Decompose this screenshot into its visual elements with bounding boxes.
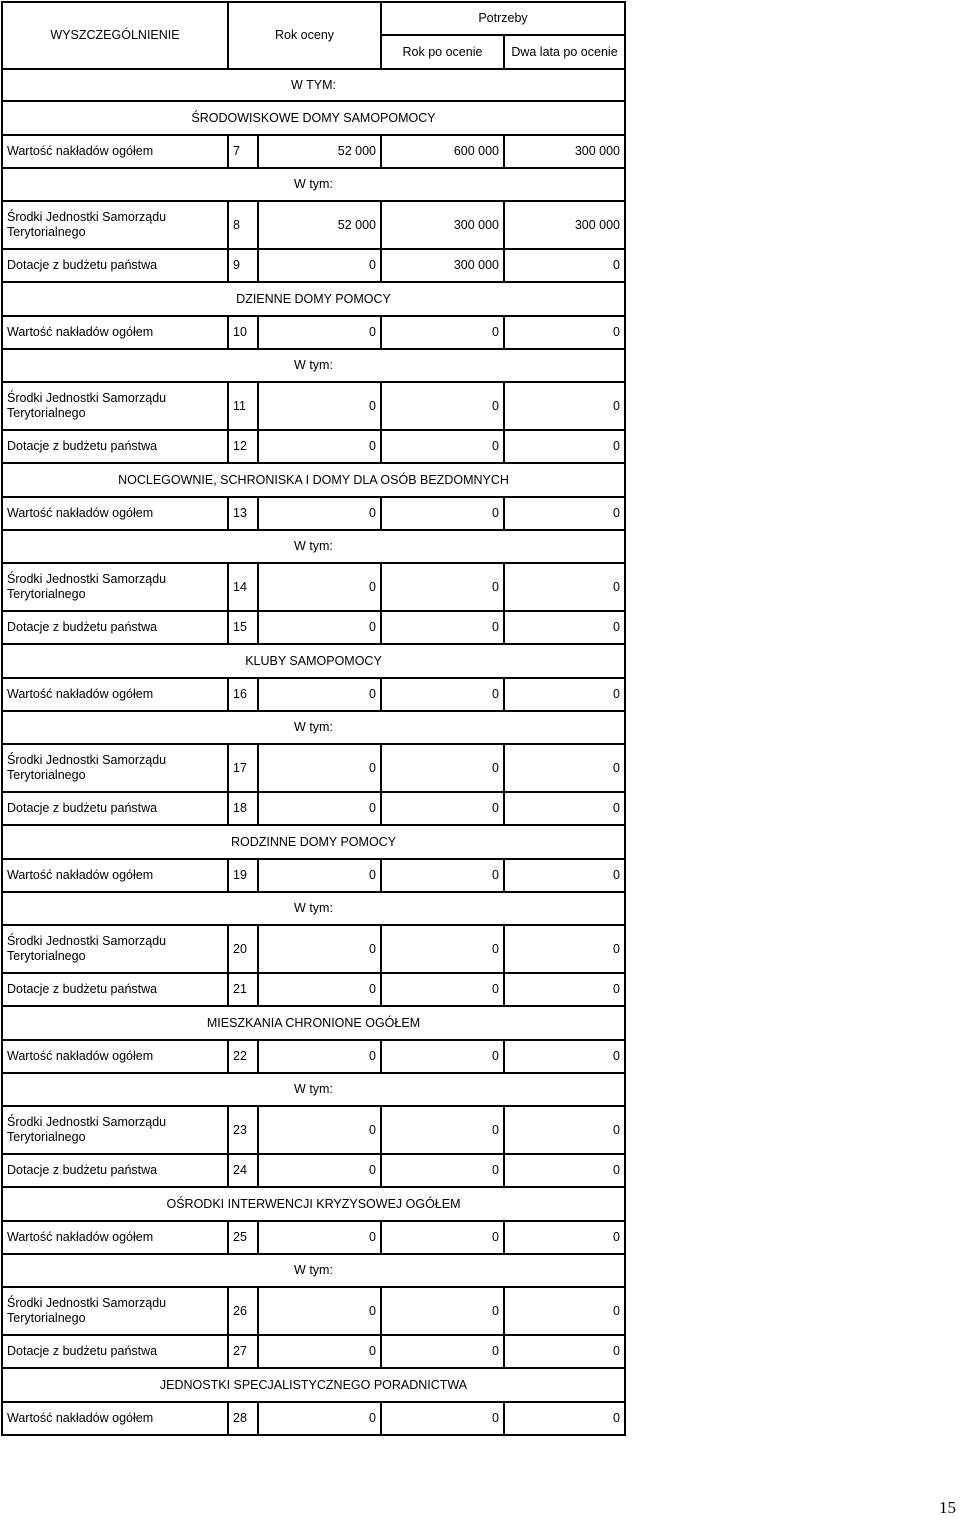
section-title: ŚRODOWISKOWE DOMY SAMOPOMOCY bbox=[2, 101, 625, 135]
value-two-years-after: 0 bbox=[504, 430, 625, 463]
value-year-after: 0 bbox=[381, 1335, 504, 1368]
row-number: 14 bbox=[228, 563, 258, 611]
value-assessment-year: 0 bbox=[258, 497, 381, 530]
value-assessment-year: 0 bbox=[258, 382, 381, 430]
value-assessment-year: 0 bbox=[258, 563, 381, 611]
row-number: 10 bbox=[228, 316, 258, 349]
section-title: RODZINNE DOMY POMOCY bbox=[2, 825, 625, 859]
row-label: Środki Jednostki Samorządu Terytorialnego bbox=[2, 382, 228, 430]
row-number: 15 bbox=[228, 611, 258, 644]
value-assessment-year: 0 bbox=[258, 1335, 381, 1368]
value-year-after: 300 000 bbox=[381, 249, 504, 282]
row-label: Wartość nakładów ogółem bbox=[2, 859, 228, 892]
row-label: Wartość nakładów ogółem bbox=[2, 135, 228, 168]
value-two-years-after: 0 bbox=[504, 1402, 625, 1435]
value-year-after: 0 bbox=[381, 973, 504, 1006]
value-assessment-year: 52 000 bbox=[258, 201, 381, 249]
value-year-after: 0 bbox=[381, 859, 504, 892]
row-number: 19 bbox=[228, 859, 258, 892]
value-two-years-after: 0 bbox=[504, 316, 625, 349]
table-row bbox=[2, 1040, 625, 1073]
row-number: 20 bbox=[228, 925, 258, 973]
w-tym-subheader: W tym: bbox=[2, 892, 625, 925]
value-two-years-after: 300 000 bbox=[504, 201, 625, 249]
column-header-assessment-year: Rok oceny bbox=[228, 2, 381, 69]
table-row bbox=[2, 168, 625, 201]
row-number: 11 bbox=[228, 382, 258, 430]
w-tym-subheader: W tym: bbox=[2, 711, 625, 744]
value-year-after: 0 bbox=[381, 563, 504, 611]
table-body bbox=[2, 69, 625, 1435]
row-number: 22 bbox=[228, 1040, 258, 1073]
value-two-years-after: 0 bbox=[504, 792, 625, 825]
value-assessment-year: 0 bbox=[258, 792, 381, 825]
section-title: OŚRODKI INTERWENCJI KRYZYSOWEJ OGÓŁEM bbox=[2, 1187, 625, 1221]
table-row bbox=[2, 316, 625, 349]
value-assessment-year: 0 bbox=[258, 744, 381, 792]
value-two-years-after: 0 bbox=[504, 563, 625, 611]
row-number: 27 bbox=[228, 1335, 258, 1368]
table-row bbox=[2, 382, 625, 430]
value-year-after: 0 bbox=[381, 1154, 504, 1187]
row-label: Dotacje z budżetu państwa bbox=[2, 973, 228, 1006]
value-two-years-after: 0 bbox=[504, 744, 625, 792]
value-two-years-after: 0 bbox=[504, 1287, 625, 1335]
value-year-after: 0 bbox=[381, 1040, 504, 1073]
table-row bbox=[2, 1287, 625, 1335]
w-tym-main-row: W TYM: bbox=[2, 69, 625, 101]
value-assessment-year: 0 bbox=[258, 678, 381, 711]
row-label: Środki Jednostki Samorządu Terytorialnego bbox=[2, 925, 228, 973]
page-number: 15 bbox=[939, 1498, 956, 1517]
table-row bbox=[2, 530, 625, 563]
value-two-years-after: 0 bbox=[504, 382, 625, 430]
row-label: Środki Jednostki Samorządu Terytorialnego bbox=[2, 201, 228, 249]
value-assessment-year: 52 000 bbox=[258, 135, 381, 168]
row-number: 8 bbox=[228, 201, 258, 249]
row-label: Wartość nakładów ogółem bbox=[2, 678, 228, 711]
value-two-years-after: 0 bbox=[504, 611, 625, 644]
value-year-after: 0 bbox=[381, 1106, 504, 1154]
value-year-after: 0 bbox=[381, 678, 504, 711]
table-row bbox=[2, 1402, 625, 1435]
table-row bbox=[2, 349, 625, 382]
value-assessment-year: 0 bbox=[258, 1221, 381, 1254]
value-year-after: 0 bbox=[381, 1221, 504, 1254]
column-header-year-after: Rok po ocenie bbox=[381, 35, 504, 69]
value-year-after: 0 bbox=[381, 382, 504, 430]
section-title: DZIENNE DOMY POMOCY bbox=[2, 282, 625, 316]
row-label: Środki Jednostki Samorządu Terytorialnego bbox=[2, 1287, 228, 1335]
section-title: KLUBY SAMOPOMOCY bbox=[2, 644, 625, 678]
table-row bbox=[2, 1335, 625, 1368]
row-number: 23 bbox=[228, 1106, 258, 1154]
row-label: Wartość nakładów ogółem bbox=[2, 1040, 228, 1073]
table-row bbox=[2, 892, 625, 925]
value-assessment-year: 0 bbox=[258, 249, 381, 282]
table-row bbox=[2, 249, 625, 282]
table-row bbox=[2, 1073, 625, 1106]
row-number: 25 bbox=[228, 1221, 258, 1254]
row-number: 16 bbox=[228, 678, 258, 711]
table-row bbox=[2, 201, 625, 249]
value-assessment-year: 0 bbox=[258, 1287, 381, 1335]
table-row bbox=[2, 1154, 625, 1187]
row-label: Wartość nakładów ogółem bbox=[2, 1402, 228, 1435]
value-two-years-after: 0 bbox=[504, 925, 625, 973]
value-two-years-after: 0 bbox=[504, 1221, 625, 1254]
row-number: 28 bbox=[228, 1402, 258, 1435]
column-header-description: WYSZCZEGÓLNIENIE bbox=[2, 2, 228, 69]
value-year-after: 0 bbox=[381, 497, 504, 530]
table-row bbox=[2, 711, 625, 744]
column-header-needs: Potrzeby bbox=[381, 2, 625, 35]
w-tym-subheader: W tym: bbox=[2, 349, 625, 382]
value-year-after: 0 bbox=[381, 792, 504, 825]
row-label: Dotacje z budżetu państwa bbox=[2, 430, 228, 463]
value-two-years-after: 0 bbox=[504, 1335, 625, 1368]
table-row bbox=[2, 135, 625, 168]
section-title: MIESZKANIA CHRONIONE OGÓŁEM bbox=[2, 1006, 625, 1040]
row-number: 21 bbox=[228, 973, 258, 1006]
table-row bbox=[2, 1254, 625, 1287]
table-row bbox=[2, 1106, 625, 1154]
value-year-after: 300 000 bbox=[381, 201, 504, 249]
value-year-after: 600 000 bbox=[381, 135, 504, 168]
value-year-after: 0 bbox=[381, 611, 504, 644]
row-number: 26 bbox=[228, 1287, 258, 1335]
value-two-years-after: 0 bbox=[504, 1040, 625, 1073]
row-number: 17 bbox=[228, 744, 258, 792]
row-label: Dotacje z budżetu państwa bbox=[2, 611, 228, 644]
table-row bbox=[2, 563, 625, 611]
row-label: Dotacje z budżetu państwa bbox=[2, 1335, 228, 1368]
table-row bbox=[2, 792, 625, 825]
table-row bbox=[2, 430, 625, 463]
value-assessment-year: 0 bbox=[258, 973, 381, 1006]
value-year-after: 0 bbox=[381, 925, 504, 973]
value-year-after: 0 bbox=[381, 744, 504, 792]
value-assessment-year: 0 bbox=[258, 316, 381, 349]
row-label: Środki Jednostki Samorządu Terytorialnego bbox=[2, 1106, 228, 1154]
value-two-years-after: 300 000 bbox=[504, 135, 625, 168]
value-two-years-after: 0 bbox=[504, 1106, 625, 1154]
value-two-years-after: 0 bbox=[504, 1154, 625, 1187]
row-number: 12 bbox=[228, 430, 258, 463]
row-label: Dotacje z budżetu państwa bbox=[2, 249, 228, 282]
table-row bbox=[2, 973, 625, 1006]
needs-table bbox=[1, 1, 626, 1436]
table-row bbox=[2, 744, 625, 792]
row-number: 7 bbox=[228, 135, 258, 168]
w-tym-subheader: W tym: bbox=[2, 1073, 625, 1106]
w-tym-subheader: W tym: bbox=[2, 1254, 625, 1287]
value-year-after: 0 bbox=[381, 430, 504, 463]
row-label: Środki Jednostki Samorządu Terytorialnego bbox=[2, 563, 228, 611]
value-assessment-year: 0 bbox=[258, 1040, 381, 1073]
row-label: Wartość nakładów ogółem bbox=[2, 1221, 228, 1254]
value-assessment-year: 0 bbox=[258, 925, 381, 973]
value-assessment-year: 0 bbox=[258, 859, 381, 892]
table-row bbox=[2, 611, 625, 644]
value-two-years-after: 0 bbox=[504, 973, 625, 1006]
table-row bbox=[2, 925, 625, 973]
table-row bbox=[2, 859, 625, 892]
value-assessment-year: 0 bbox=[258, 1402, 381, 1435]
row-number: 13 bbox=[228, 497, 258, 530]
value-year-after: 0 bbox=[381, 316, 504, 349]
value-two-years-after: 0 bbox=[504, 497, 625, 530]
row-number: 18 bbox=[228, 792, 258, 825]
value-assessment-year: 0 bbox=[258, 1154, 381, 1187]
table-row bbox=[2, 678, 625, 711]
w-tym-subheader: W tym: bbox=[2, 530, 625, 563]
value-two-years-after: 0 bbox=[504, 249, 625, 282]
value-assessment-year: 0 bbox=[258, 611, 381, 644]
table-row bbox=[2, 1221, 625, 1254]
row-label: Dotacje z budżetu państwa bbox=[2, 792, 228, 825]
value-year-after: 0 bbox=[381, 1402, 504, 1435]
w-tym-subheader: W tym: bbox=[2, 168, 625, 201]
row-number: 9 bbox=[228, 249, 258, 282]
table-row bbox=[2, 497, 625, 530]
value-two-years-after: 0 bbox=[504, 859, 625, 892]
value-assessment-year: 0 bbox=[258, 430, 381, 463]
section-title: JEDNOSTKI SPECJALISTYCZNEGO PORADNICTWA bbox=[2, 1368, 625, 1402]
value-two-years-after: 0 bbox=[504, 678, 625, 711]
value-year-after: 0 bbox=[381, 1287, 504, 1335]
value-assessment-year: 0 bbox=[258, 1106, 381, 1154]
row-label: Wartość nakładów ogółem bbox=[2, 316, 228, 349]
column-header-two-years-after: Dwa lata po ocenie bbox=[504, 35, 625, 69]
section-title: NOCLEGOWNIE, SCHRONISKA I DOMY DLA OSÓB BEZDOMNYCH bbox=[2, 463, 625, 497]
row-label: Wartość nakładów ogółem bbox=[2, 497, 228, 530]
row-label: Dotacje z budżetu państwa bbox=[2, 1154, 228, 1187]
row-number: 24 bbox=[228, 1154, 258, 1187]
row-label: Środki Jednostki Samorządu Terytorialnego bbox=[2, 744, 228, 792]
